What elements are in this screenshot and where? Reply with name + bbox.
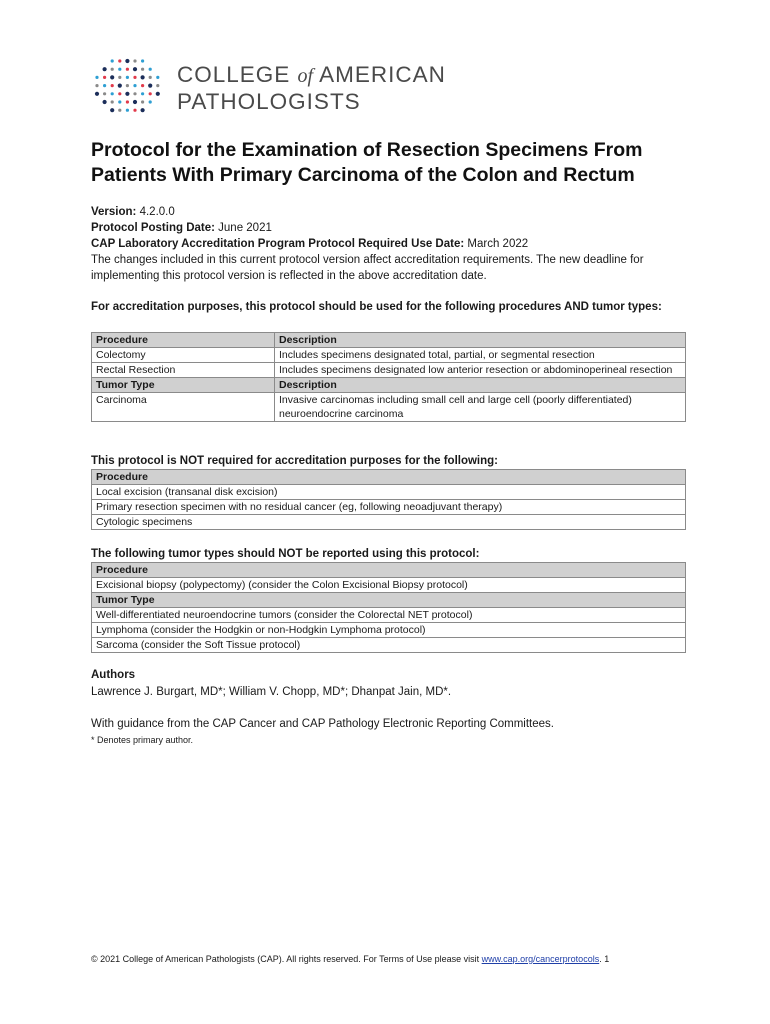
- accreditation-table: Procedure Description Colectomy Includes specimens designated total, partial, or segmental resection Rectal Resection Includes specimens designated low anterior resection or abdominoperineal resection Tumor Type Description Carcinoma Invasive carcinomas including small cell and large cell (poorly differentiated) neuroendocrine carcinoma: [91, 332, 686, 422]
- table-row: Carcinoma Invasive carcinomas including small cell and large cell (poorly differentiated) neuroendocrine carcinoma: [92, 393, 686, 422]
- table-row: Local excision (transanal disk excision): [92, 485, 686, 500]
- guidance-note: With guidance from the CAP Cancer and CAP Pathology Electronic Reporting Committees.: [91, 718, 554, 730]
- table-row: Lymphoma (consider the Hodgkin or non-Hodgkin Lymphoma protocol): [92, 623, 686, 638]
- not-required-table: Procedure Local excision (transanal disk excision) Primary resection specimen with no residual cancer (eg, following neoadjuvant therapy) Cytologic specimens: [91, 469, 686, 530]
- authors-heading: Authors: [91, 669, 136, 681]
- table-row: Cytologic specimens: [92, 515, 686, 530]
- table-row: Rectal Resection Includes specimens designated low anterior resection or abdominoperineal resection: [92, 363, 686, 378]
- section-not-reported-title: The following tumor types should NOT be reported using this protocol:: [91, 548, 480, 560]
- document-title: Protocol for the Examination of Resection Specimens From Patients With Primary Carcinoma of the Colon and Rectum: [91, 139, 643, 186]
- protocol-meta: Version: 4.2.0.0 Protocol Posting Date: June 2021 CAP Laboratory Accreditation Program Protocol Required Use Date: March 2022 The changes included in this current protocol version affect accreditation requirements. The new deadline for implementing this protocol version is reflected in the above accreditation date.: [91, 206, 644, 282]
- cap-dot-mark-icon: [93, 56, 163, 116]
- not-reported-table: Procedure Excisional biopsy (polypectomy) (consider the Colon Excisional Biopsy protocol) Tumor Type Well-differentiated neuroendocrine tumors (consider the Colorectal NET protocol) Lymphoma (consider the Hodgkin or non-Hodgkin Lymphoma protocol) Sarcoma (consider the Soft Tissue protocol): [91, 562, 686, 653]
- table-row: Primary resection specimen with no residual cancer (eg, following neoadjuvant therapy): [92, 500, 686, 515]
- table-row: Colectomy Includes specimens designated total, partial, or segmental resection: [92, 348, 686, 363]
- page-footer: © 2021 College of American Pathologists (CAP). All rights reserved. For Terms of Use please visit www.cap.org/cancerprotocols. 1: [91, 954, 610, 964]
- table-row: Excisional biopsy (polypectomy) (consider the Colon Excisional Biopsy protocol): [92, 578, 686, 593]
- authors-list: Lawrence J. Burgart, MD*; William V. Chopp, MD*; Dhanpat Jain, MD*.: [91, 686, 452, 698]
- table-row: Well-differentiated neuroendocrine tumors (consider the Colorectal NET protocol): [92, 608, 686, 623]
- section-accreditation-title: For accreditation purposes, this protocol should be used for the following procedures AND tumor types:: [91, 301, 662, 313]
- cancer-protocols-link[interactable]: www.cap.org/cancerprotocols: [481, 954, 600, 964]
- primary-author-note: * Denotes primary author.: [91, 735, 194, 745]
- logo-wordmark: COLLEGE of AMERICAN PATHOLOGISTS: [177, 62, 446, 114]
- table-row: Sarcoma (consider the Soft Tissue protocol): [92, 638, 686, 653]
- section-not-required-title: This protocol is NOT required for accreditation purposes for the following:: [91, 455, 498, 467]
